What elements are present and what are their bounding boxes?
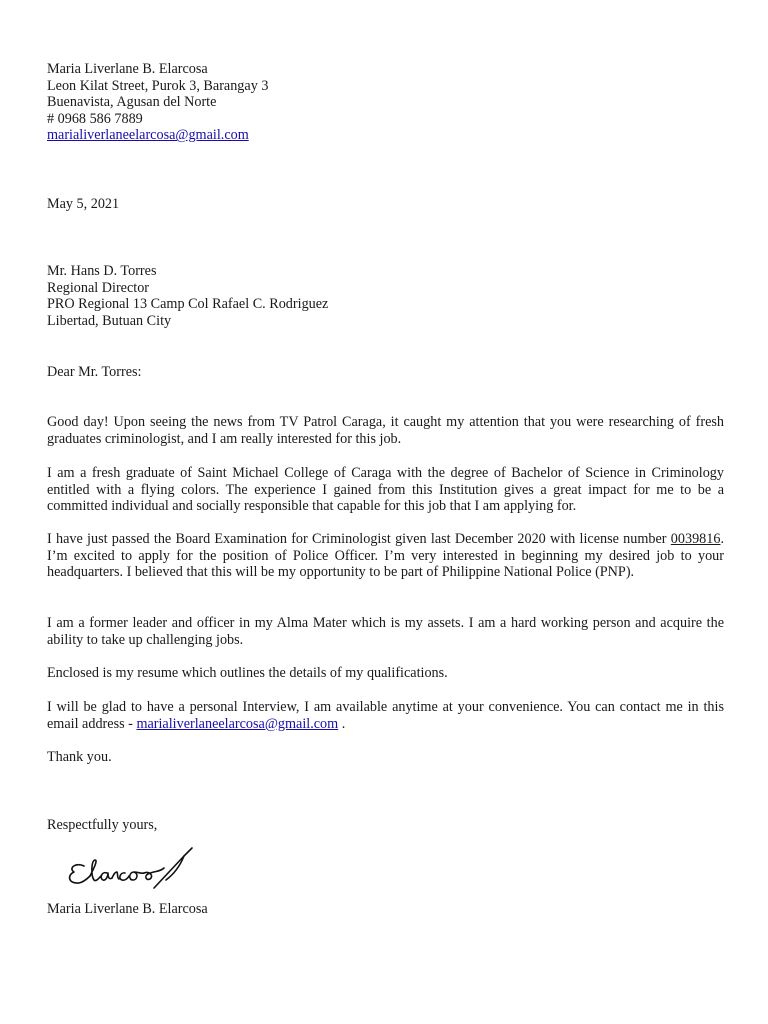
body-paragraph-2 xyxy=(47,465,724,515)
paragraph-text: I am a fresh graduate of Saint Michael College of Caraga with the degree of Bachelor of Science in Criminology entitled with a flying colors. The experience I gained from this Institution gives a great impact for me to be a committed individual and socially responsible that capable for this job that I am applying for. xyxy=(47,465,724,515)
recipient-city: Libertad, Butuan City xyxy=(47,312,172,329)
paragraph-text: Enclosed is my resume which outlines the details of my qualifications. xyxy=(47,665,448,681)
closing-line xyxy=(47,817,724,834)
paragraph-text-end: . xyxy=(338,715,346,732)
date-text: May 5, 2021 xyxy=(47,196,120,212)
body-paragraph-3 xyxy=(47,531,724,581)
body-paragraph-1 xyxy=(47,414,724,447)
paragraph-text: I am a former leader and officer in my Alma Mater which is my assets. I am a hard working person and acquire the ability to take up challenging jobs. xyxy=(47,615,724,648)
body-paragraph-6 xyxy=(47,699,724,732)
salutation-text: Dear Mr. Torres: xyxy=(47,364,142,380)
recipient-name: Mr. Hans D. Torres xyxy=(47,263,157,279)
signer-name: Maria Liverlane B. Elarcosa xyxy=(47,901,208,917)
license-number: 0039816 xyxy=(670,531,721,547)
letter-date xyxy=(47,196,724,213)
paragraph-text: Good day! Upon seeing the news from TV Patrol Caraga, it caught my attention that you were researching of fresh graduates criminologist, and I am really interested for this job. xyxy=(47,414,724,447)
sender-email-link[interactable]: marialiverlaneelarcosa@gmail.com xyxy=(47,127,249,144)
paragraph-text-start: I will be glad to have a personal Interview, I am available anytime at your convenience. You can contact me in this email address - xyxy=(47,699,724,732)
paragraph-text xyxy=(47,531,724,581)
paragraph-text-start: I have just passed the Board Examination for Criminologist given last December 2020 with license number xyxy=(47,531,671,547)
handwritten-signature xyxy=(62,838,212,904)
recipient-address-block xyxy=(47,263,724,329)
thanks-text: Thank you. xyxy=(47,749,112,765)
salutation xyxy=(47,364,724,381)
paragraph-text-end: . I’m excited to apply for the position of Police Officer. I’m very interested in beginning my desired job to your headquarters. I believed that this will be my opportunity to be part of Philippine National Police (PNP). xyxy=(47,531,724,581)
paragraph-text xyxy=(47,699,724,732)
sender-street: Leon Kilat Street, Purok 3, Barangay 3 xyxy=(47,77,269,94)
recipient-org: PRO Regional 13 Camp Col Rafael C. Rodriguez xyxy=(47,296,329,313)
sender-address-block xyxy=(47,61,724,144)
body-paragraph-5 xyxy=(47,665,724,682)
contact-email-link[interactable]: marialiverlaneelarcosa@gmail.com xyxy=(136,715,339,732)
body-paragraph-4 xyxy=(47,615,724,648)
thank-you-line xyxy=(47,749,724,766)
signer-name-block xyxy=(47,901,724,918)
sender-phone: # 0968 586 7889 xyxy=(47,110,143,127)
sender-name: Maria Liverlane B. Elarcosa xyxy=(47,61,208,77)
closing-text: Respectfully yours, xyxy=(47,817,158,833)
sender-city: Buenavista, Agusan del Norte xyxy=(47,94,217,111)
recipient-title: Regional Director xyxy=(47,279,150,296)
